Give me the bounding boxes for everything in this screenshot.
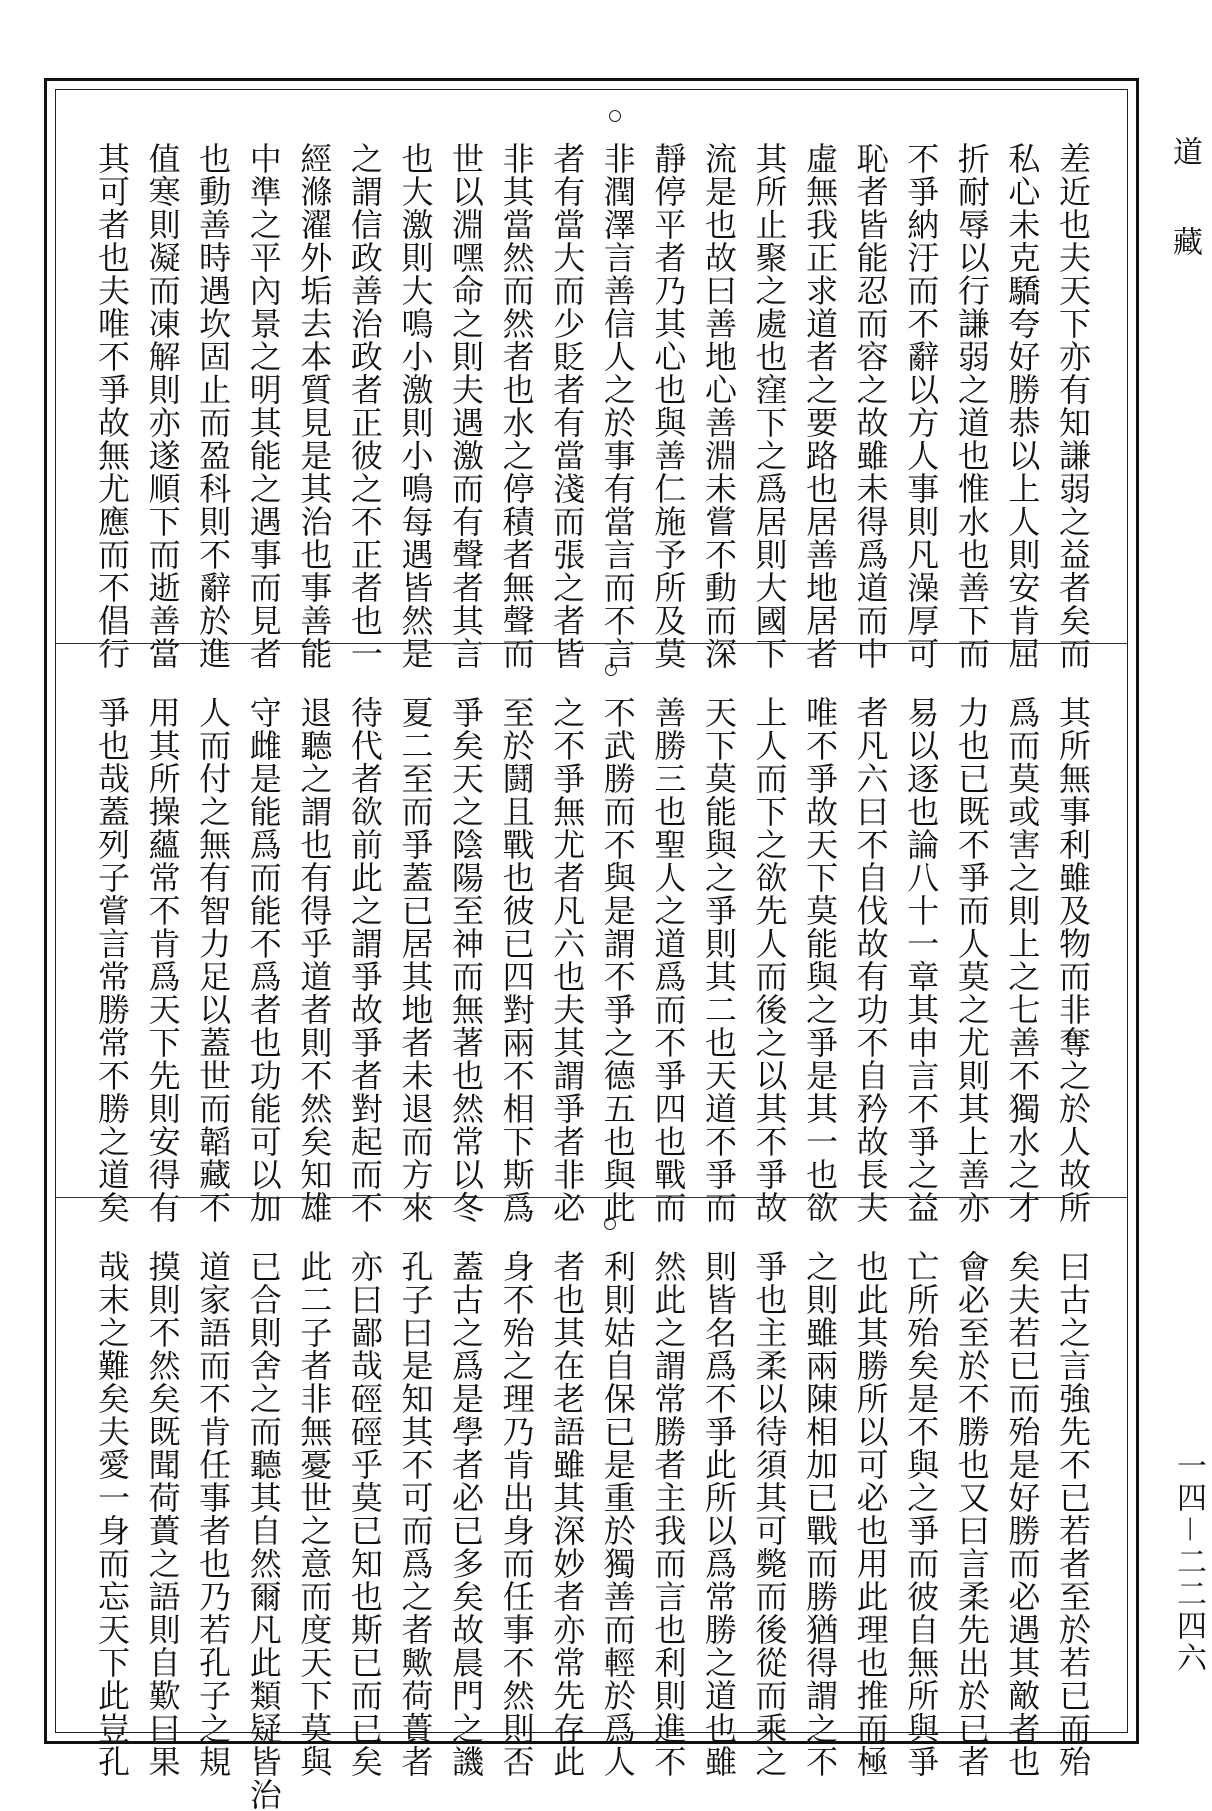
- page-frame: [44, 78, 1139, 1811]
- text-column: 哉末之難矣夫愛一身而忘天下此豈孔: [93, 1250, 131, 1778]
- text-column: 虛無我正求道者之要路也居善地居者: [801, 142, 840, 670]
- text-column: 爭也主柔以待須其可斃而後從而乘之: [750, 1250, 789, 1778]
- side-title: 道藏: [1167, 136, 1202, 316]
- text-column: 已合則舍之而聽其自然爾凡此類疑皆治: [244, 1250, 283, 1811]
- text-column: 用其所操蘊常不肯爲天下先則安得有: [143, 696, 182, 1224]
- text-column: 矣夫若已而殆是好勝而必遇其敵者也: [1003, 1250, 1042, 1778]
- text-column: 待代者欲前此之謂爭故爭者對起而不: [345, 696, 384, 1224]
- circle-mark-icon: [609, 110, 621, 122]
- text-column: 之則雖兩陳相加已戰而勝猶得謂之不: [801, 1250, 840, 1778]
- text-column: 善勝三也聖人之道爲而不爭四也戰而: [649, 696, 688, 1224]
- text-column: 上人而下之欲先人而後之以其不爭故: [750, 696, 789, 1224]
- text-column: 利則姑自保已是重於獨善而輕於爲人: [598, 1250, 637, 1778]
- text-column: 者也其在老語雖其深妙者亦常先存此: [548, 1250, 587, 1778]
- text-column: 此二子者非無憂世之意而度天下莫與: [295, 1250, 334, 1778]
- text-column: 會必至於不勝也又曰言柔先出於已者: [952, 1250, 991, 1778]
- text-column: 不武勝而不與是謂不爭之德五也與此: [598, 696, 637, 1224]
- circle-mark-icon: [604, 1218, 616, 1230]
- text-column: 人而付之無有智力足以蓋世而韜藏不: [194, 696, 233, 1224]
- text-column: 值寒則凝而凍解則亦遂順下而逝善當: [143, 142, 182, 670]
- circle-mark-icon: [605, 664, 617, 676]
- text-column: 之謂信政善治政者正彼之不正者也一: [345, 142, 384, 670]
- text-column: 孔子曰是知其不可而爲之者歟荷蕢者: [396, 1250, 435, 1778]
- text-column: 道家語而不肯任事者也乃若孔子之規: [194, 1250, 233, 1778]
- text-column: 折耐辱以行謙弱之道也惟水也善下而: [952, 142, 991, 670]
- text-column: 也此其勝所以可必也用此理也推而極: [851, 1250, 890, 1778]
- text-column: 恥者皆能忍而容之故雖未得爲道而中: [851, 142, 890, 670]
- text-column: 易以逐也論八十一章其申言不爭之益: [902, 696, 941, 1224]
- text-column: 然此之謂常勝者主我而言也利則進不: [649, 1250, 688, 1778]
- text-column: 之不爭無尤者凡六也夫其謂爭者非必: [548, 696, 587, 1224]
- text-column: 至於鬪且戰也彼已四對兩不相下斯爲: [497, 696, 536, 1224]
- text-column: 身不殆之理乃肯出身而任事不然則否: [497, 1250, 536, 1778]
- text-band-middle: [56, 643, 1127, 1224]
- text-column: 靜停平者乃其心也與善仁施予所及莫: [649, 142, 688, 670]
- text-column: 世以淵嘿命之則夫遇激而有聲者其言: [447, 142, 486, 670]
- text-block-border: [55, 89, 1128, 1811]
- text-column: 守雌是能爲而能不爲者也功能可以加: [244, 696, 283, 1224]
- column-group: [93, 142, 1092, 670]
- text-column: 摸則不然矣既聞荷蕢之語則自歎曰果: [143, 1250, 182, 1778]
- text-column: 者有當大而少貶者有當淺而張之者皆: [548, 142, 587, 670]
- text-column: 力也已既不爭而人莫之尤則其上善亦: [952, 696, 991, 1224]
- text-column: 爭矣天之陰陽至神而無著也然常以冬: [447, 696, 486, 1224]
- text-column: 則皆名爲不爭此所以爲常勝之道也雖: [699, 1250, 738, 1778]
- text-column: 差近也夫天下亦有知謙弱之益者矣而: [1053, 142, 1092, 670]
- text-column: 其所止聚之處也窪下之爲居則大國下: [750, 142, 789, 670]
- text-column: 蓋古之爲是學者必已多矣故晨門之譏: [447, 1250, 486, 1778]
- column-group: [93, 696, 1092, 1224]
- text-column: 流是也故曰善地心善淵未嘗不動而深: [699, 142, 738, 670]
- text-column: 私心未克驕夸好勝恭以上人則安肯屈: [1003, 142, 1042, 670]
- text-column: 也大激則大鳴小激則小鳴每遇皆然是: [396, 142, 435, 670]
- text-column: 不爭納汙而不辭以方人事則凡澡厚可: [902, 142, 941, 670]
- text-column: 爲而莫或害之則上之七善不獨水之才: [1003, 696, 1042, 1224]
- text-column: 中準之平內景之明其能之遇事而見者: [244, 142, 283, 670]
- text-column: 經滌濯外垢去本質見是其治也事善能: [295, 142, 334, 670]
- text-column: 非其當然而然者也水之停積者無聲而: [497, 142, 536, 670]
- text-column: 亡所殆矣是不與之爭而彼自無所與爭: [902, 1250, 941, 1778]
- text-column: 非潤澤言善信人之於事有當言而不言: [598, 142, 637, 670]
- text-column: 亦曰鄙哉硜硜乎莫已知也斯已而已矣: [345, 1250, 384, 1778]
- text-column: 夏二至而爭蓋已居其地者未退而方來: [396, 696, 435, 1224]
- text-band-bottom: [56, 1197, 1127, 1811]
- text-column: 唯不爭故天下莫能與之爭是其一也欲: [801, 696, 840, 1224]
- text-column: 其所無事利雖及物而非奪之於人故所: [1053, 696, 1092, 1224]
- text-column: 爭也哉蓋列子嘗言常勝常不勝之道矣: [93, 696, 131, 1224]
- page-number: 一四－二二四六: [1171, 1450, 1206, 1674]
- text-column: 曰古之言強先不已若者至於若已而殆: [1053, 1250, 1092, 1778]
- text-column: 者凡六曰不自伐故有功不自矜故長夫: [851, 696, 890, 1224]
- column-group: [93, 1250, 1092, 1811]
- text-column: 其可者也夫唯不爭故無尤應而不倡行: [93, 142, 131, 670]
- text-column: 也動善時遇坎固止而盈科則不辭於進: [194, 142, 233, 670]
- text-column: 天下莫能與之爭則其二也天道不爭而: [699, 696, 738, 1224]
- text-band-top: [56, 90, 1127, 670]
- text-column: 退聽之謂也有得乎道者則不然矣知雄: [295, 696, 334, 1224]
